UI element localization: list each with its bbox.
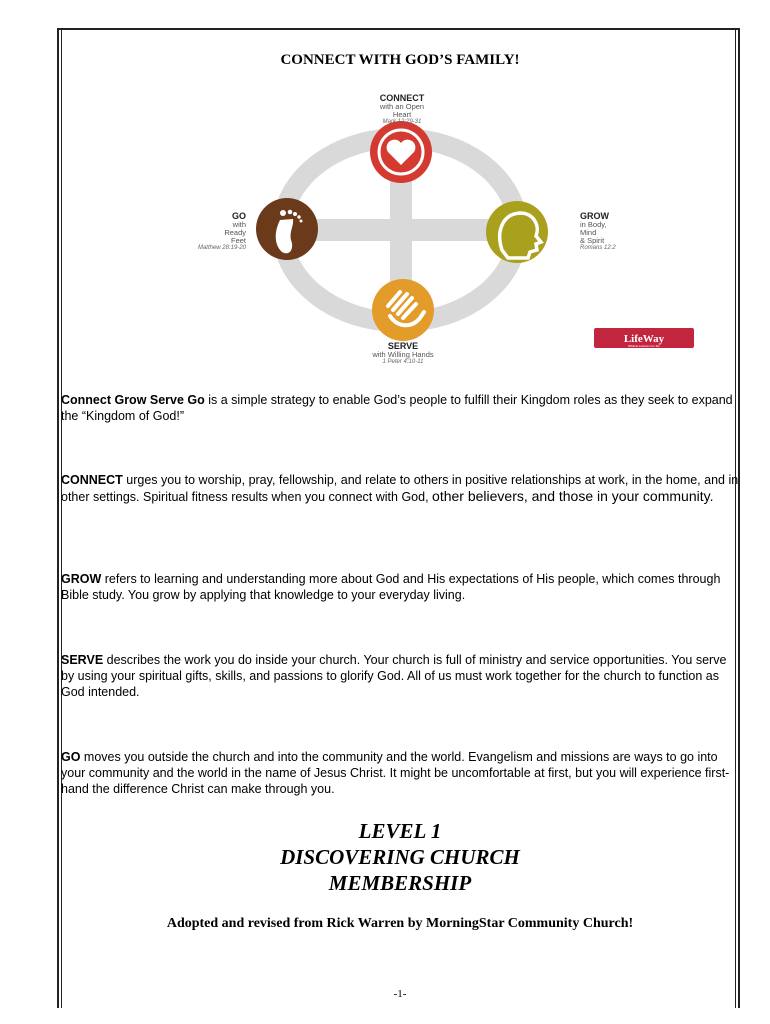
grow-head-icon: [486, 201, 548, 263]
go-foot-icon: [256, 198, 318, 260]
go-subtitle-3: Feet: [230, 236, 246, 246]
intro-bold: Connect Grow Serve Go: [61, 393, 205, 407]
adopted-credit: Adopted and revised from Rick Warren by MorningStar Community Church!: [166, 916, 634, 931]
go-paragraph: [61, 749, 739, 797]
go-reference: Matthew 28:19-20: [197, 245, 246, 252]
serve-text: describes the work you do inside your church. Your church is full of ministry and service opportunities. You serve by using your spiritual gifts, skills, and passions to glorify God. All of us must work together for the church to function as God intended.: [61, 653, 727, 699]
connect-paragraph: [61, 472, 739, 505]
connect-label: [370, 94, 434, 125]
connect-subtitle: with an Open Heart: [379, 102, 425, 120]
serve-bold: SERVE: [61, 653, 104, 667]
go-text: moves you outside the church and into the community and the world. Evangelism and missions are ways to go into your community and the world in the name of Jesus Christ. It might be uncomfortable at first, but you will experience first-hand the difference Christ can make through you.: [61, 750, 730, 796]
grow-subtitle-3: & Spirit: [580, 236, 605, 246]
serve-label: [368, 342, 438, 366]
page-number: -1-: [393, 988, 407, 1000]
intro-text: is a simple strategy to enable God’s people to fulfill their Kingdom roles as they seek to expand the “Kingdom of God!”: [61, 393, 733, 423]
grow-bold: GROW: [61, 572, 102, 586]
lifeway-logo: [594, 328, 694, 348]
go-subtitle-2: Ready: [224, 228, 246, 238]
grow-text: refers to learning and understanding more about God and His expectations of His people, which comes through Bible study. You grow by applying that knowledge to your everyday living.: [61, 572, 721, 602]
connect-title: CONNECT: [379, 93, 425, 103]
level-line-3: MEMBERSHIP: [328, 871, 472, 895]
lifeway-logo-tagline: Biblical solutions for life: [628, 344, 660, 348]
intro-paragraph: [61, 392, 739, 424]
lifeway-logo-text: LifeWay: [623, 333, 665, 345]
grow-label: [580, 212, 640, 251]
level-line-2: DISCOVERING CHURCH: [280, 845, 520, 869]
connect-grow-serve-go-diagram: [190, 92, 710, 372]
grow-subtitle-2: Mind: [580, 228, 597, 238]
serve-paragraph: [61, 652, 739, 700]
connect-text-large: other believers, and those in your community.: [432, 488, 714, 504]
connect-text: urges you to worship, pray, fellowship, and relate to others in positive relationships at work, in the home, and in other settings. Spiritual fitness results when you connect with God,: [61, 473, 739, 504]
serve-title: SERVE: [387, 341, 419, 351]
go-bold: GO: [61, 750, 81, 764]
serve-hand-icon: [372, 279, 434, 341]
level-line-1: LEVEL 1: [358, 819, 442, 843]
go-label: [190, 212, 246, 251]
grow-title: GROW: [580, 211, 609, 221]
level-title: [0, 818, 770, 896]
serve-reference: 1 Peter 4:10-11: [382, 359, 424, 366]
go-subtitle-1: with: [232, 220, 246, 230]
grow-subtitle-1: in Body,: [580, 220, 607, 230]
grow-paragraph: [61, 571, 739, 603]
go-title: GO: [231, 211, 246, 221]
connect-bold: CONNECT: [61, 473, 123, 487]
grow-reference: Romans 12:2: [580, 245, 616, 252]
serve-subtitle: with Willing Hands: [372, 350, 434, 360]
page-heading: CONNECT WITH GOD’S FAMILY!: [280, 52, 520, 68]
connect-reference: Mark 12:29-31: [382, 119, 422, 126]
connect-heart-icon: [370, 121, 432, 183]
